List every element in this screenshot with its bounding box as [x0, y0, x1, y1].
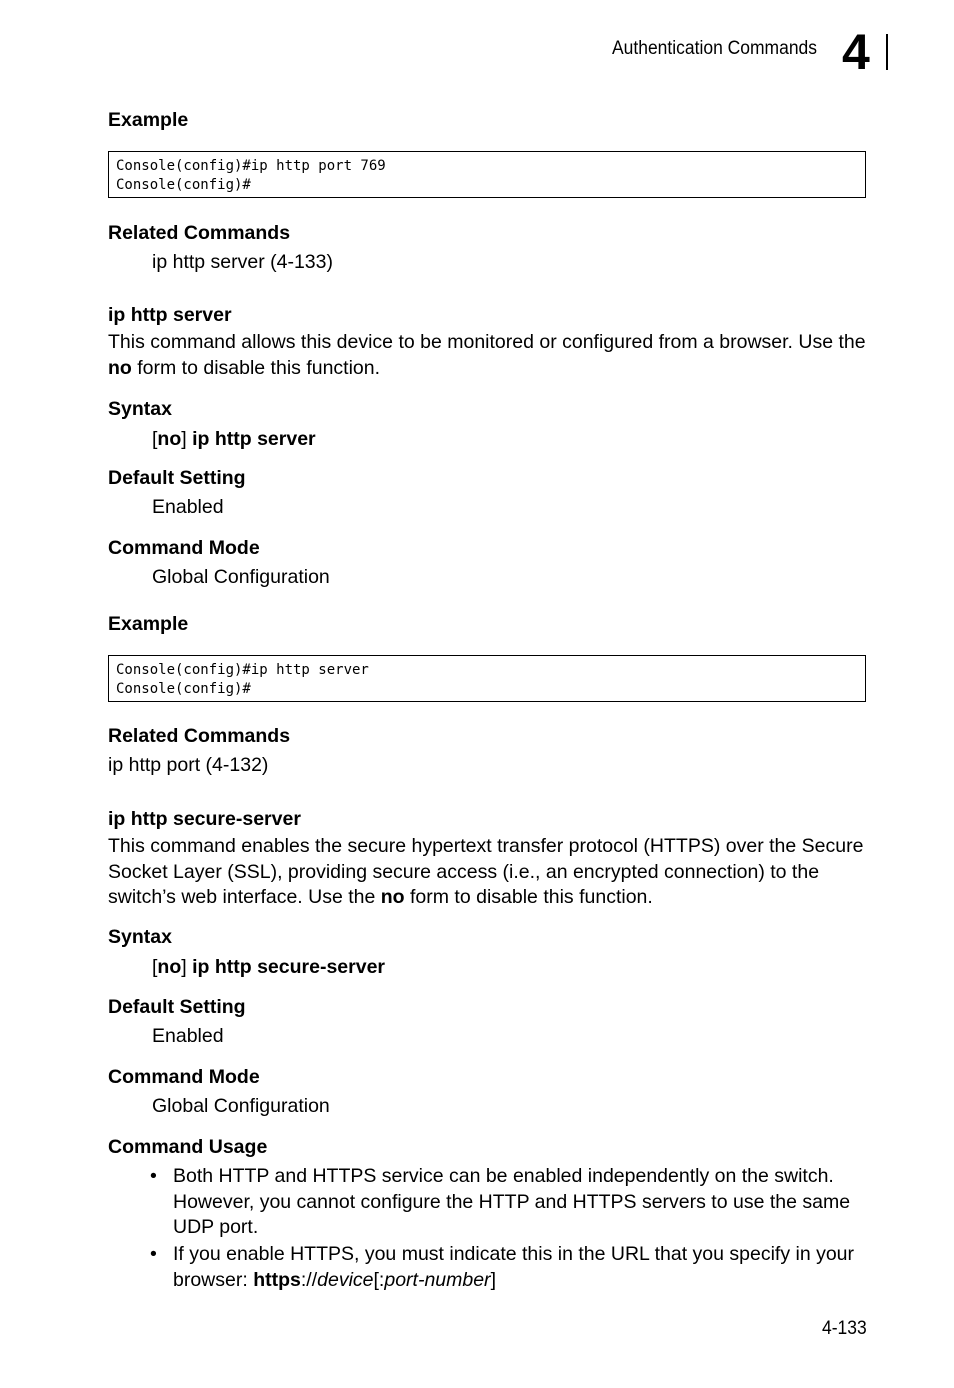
usage-item: If you enable HTTPS, you must indicate this in the URL that you specify in your browser: https://device[:port-number] — [173, 1243, 855, 1291]
command-mode-heading: Command Mode — [108, 1066, 260, 1088]
code-line: Console(config)# — [116, 681, 251, 697]
related-commands-heading: Related Commands — [108, 725, 291, 747]
command-description: This command enables the secure hypertext transfer protocol (HTTPS) over the Secure Socket Layer (SSL), providing secure access (i.e., an encrypted connection) to the switch’s web interface. Use the no form to disable this function. — [108, 835, 864, 908]
syntax-line: [no] ip http secure-server — [152, 956, 385, 978]
running-header: Authentication Commands — [612, 38, 818, 59]
command-description: This command allows this device to be monitored or configured from a browser. Use the no form to disable this function. — [108, 331, 866, 379]
related-commands-heading: Related Commands — [108, 222, 291, 244]
command-mode-heading: Command Mode — [108, 537, 260, 559]
chapter-rule — [886, 34, 888, 70]
bullet-marker: • — [150, 1165, 157, 1187]
example-heading: Example — [108, 109, 189, 131]
default-setting: Enabled — [152, 496, 224, 518]
related-command: ip http port (4-132) — [108, 754, 269, 776]
syntax-heading: Syntax — [108, 926, 172, 948]
page-number: 4-133 — [822, 1318, 867, 1339]
code-line: Console(config)#ip http port 769 — [116, 158, 386, 174]
command-mode: Global Configuration — [152, 1095, 330, 1117]
default-setting-heading: Default Setting — [108, 467, 246, 489]
command-mode: Global Configuration — [152, 566, 330, 588]
bullet-marker: • — [150, 1243, 157, 1265]
chapter-number: 4 — [842, 24, 870, 80]
command-title: ip http server — [108, 304, 232, 326]
command-title: ip http secure-server — [108, 808, 301, 830]
default-setting-heading: Default Setting — [108, 996, 246, 1018]
default-setting: Enabled — [152, 1025, 224, 1047]
related-command: ip http server (4-133) — [152, 251, 333, 273]
usage-item: Both HTTP and HTTPS service can be enabled independently on the switch. However, you cannot configure the HTTP and HTTPS servers to use the same UDP port. — [173, 1165, 851, 1238]
syntax-heading: Syntax — [108, 398, 172, 420]
code-example — [108, 655, 866, 702]
command-usage-heading: Command Usage — [108, 1136, 268, 1158]
code-example — [108, 151, 866, 198]
code-line: Console(config)# — [116, 177, 251, 193]
code-line: Console(config)#ip http server — [116, 662, 369, 678]
syntax-line: [no] ip http server — [152, 428, 316, 450]
example-heading: Example — [108, 613, 189, 635]
